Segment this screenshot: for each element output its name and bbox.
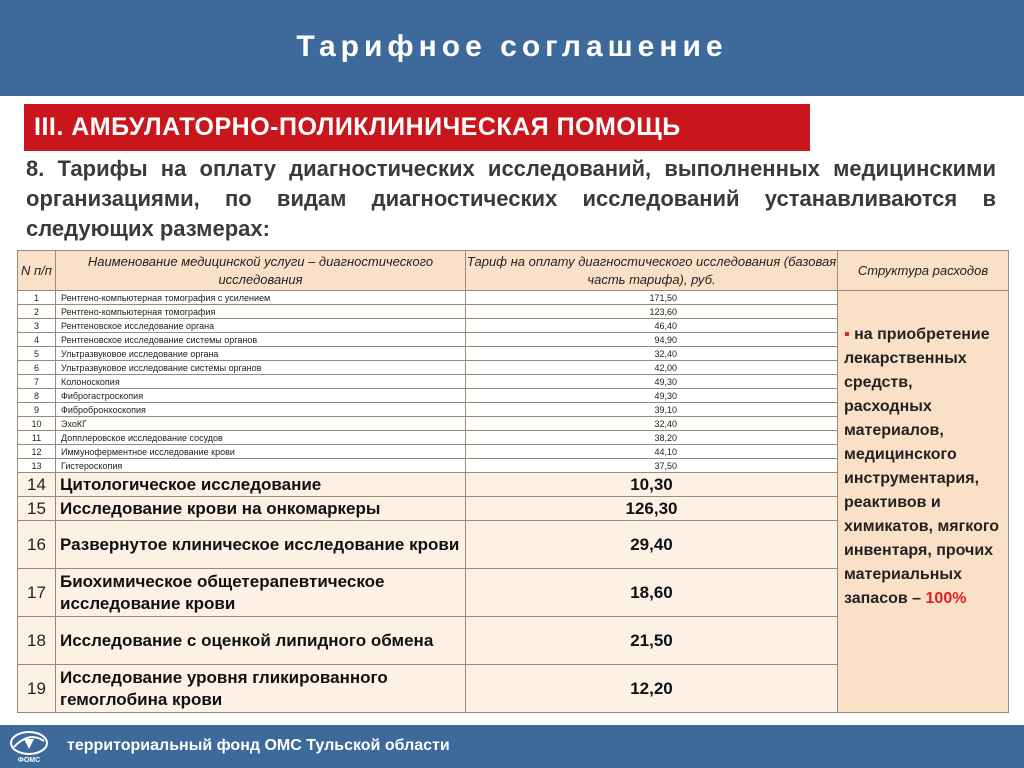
tariff-table [17,250,1009,713]
header-num: N п/п [18,251,56,291]
row-name: Колоноскопия [56,375,466,389]
row-name: Рентгено-компьютерная томография с усилением [56,291,466,305]
row-number: 14 [18,473,56,497]
row-value: 49,30 [466,375,838,389]
page-title: Тарифное соглашение [296,30,728,63]
row-name: ЭхоКГ [56,417,466,431]
row-value: 10,30 [466,473,838,497]
bullet-icon: ▪ [844,326,850,343]
row-number: 12 [18,445,56,459]
row-number: 7 [18,375,56,389]
row-number: 6 [18,361,56,375]
row-number: 2 [18,305,56,319]
row-name: Иммуноферментное исследование крови [56,445,466,459]
row-value: 94,90 [466,333,838,347]
row-number: 4 [18,333,56,347]
logo-label: ФОМС [17,757,41,764]
section-title: III. АМБУЛАТОРНО-ПОЛИКЛИНИЧЕСКАЯ ПОМОЩЬ [34,113,681,141]
structure-text: на приобретение лекарственных средств, расходных материалов, медицинского инструментария, реактивов и химикатов, мягкого инвентаря, прочих материальных запасов – [844,326,1000,607]
row-number: 3 [18,319,56,333]
structure-cell [838,291,1009,713]
row-value: 39,10 [466,403,838,417]
row-value: 123,60 [466,305,838,319]
intro-paragraph: 8. Тарифы на оплату диагностических исследований, выполненных медицинскими организациями, по видам диагностических исследований устанавливаются в следующих размерах: [26,156,996,241]
row-name: Исследование с оценкой липидного обмена [56,617,466,665]
row-number: 15 [18,497,56,521]
row-number: 5 [18,347,56,361]
row-value: 29,40 [466,521,838,569]
header-tariff: Тариф на оплату диагностического исследования (базовая часть тарифа), руб. [466,251,838,291]
row-number: 18 [18,617,56,665]
row-name: Развернутое клиническое исследование крови [56,521,466,569]
row-number: 13 [18,459,56,473]
row-number: 11 [18,431,56,445]
table-header-row [18,251,1009,291]
header-name: Наименование медицинской услуги – диагностического исследования [56,251,466,291]
row-name: Фиброгастроскопия [56,389,466,403]
row-number: 19 [18,665,56,713]
structure-percent: 100% [925,590,967,607]
row-value: 49,30 [466,389,838,403]
row-number: 16 [18,521,56,569]
row-number: 8 [18,389,56,403]
row-value: 171,50 [466,291,838,305]
row-value: 32,40 [466,417,838,431]
row-name: Цитологическое исследование [56,473,466,497]
row-name: Допплеровское исследование сосудов [56,431,466,445]
header-bar [0,0,1024,96]
row-number: 17 [18,569,56,617]
row-name: Рентгеновское исследование органа [56,319,466,333]
row-value: 44,10 [466,445,838,459]
table-row [18,291,1009,305]
row-value: 37,50 [466,459,838,473]
foms-logo-icon [4,729,54,765]
row-value: 32,40 [466,347,838,361]
row-value: 46,40 [466,319,838,333]
row-value: 38,20 [466,431,838,445]
row-value: 18,60 [466,569,838,617]
row-value: 21,50 [466,617,838,665]
row-number: 10 [18,417,56,431]
row-value: 42,00 [466,361,838,375]
row-name: Биохимическое общетерапевтическое исследование крови [56,569,466,617]
row-name: Гистероскопия [56,459,466,473]
row-value: 12,20 [466,665,838,713]
section-banner [24,104,810,151]
row-name: Исследование уровня гликированного гемоглобина крови [56,665,466,713]
row-number: 1 [18,291,56,305]
row-value: 126,30 [466,497,838,521]
row-name: Исследование крови на онкомаркеры [56,497,466,521]
row-number: 9 [18,403,56,417]
row-name: Ультразвуковое исследование системы органов [56,361,466,375]
row-name: Рентгено-компьютерная томография [56,305,466,319]
footer-bar [0,725,1024,768]
header-structure: Структура расходов [838,251,1009,291]
row-name: Ультразвуковое исследование органа [56,347,466,361]
row-name: Рентгеновское исследование системы органов [56,333,466,347]
footer-text: территориальный фонд ОМС Тульской области [67,737,450,754]
row-name: Фибробронхоскопия [56,403,466,417]
